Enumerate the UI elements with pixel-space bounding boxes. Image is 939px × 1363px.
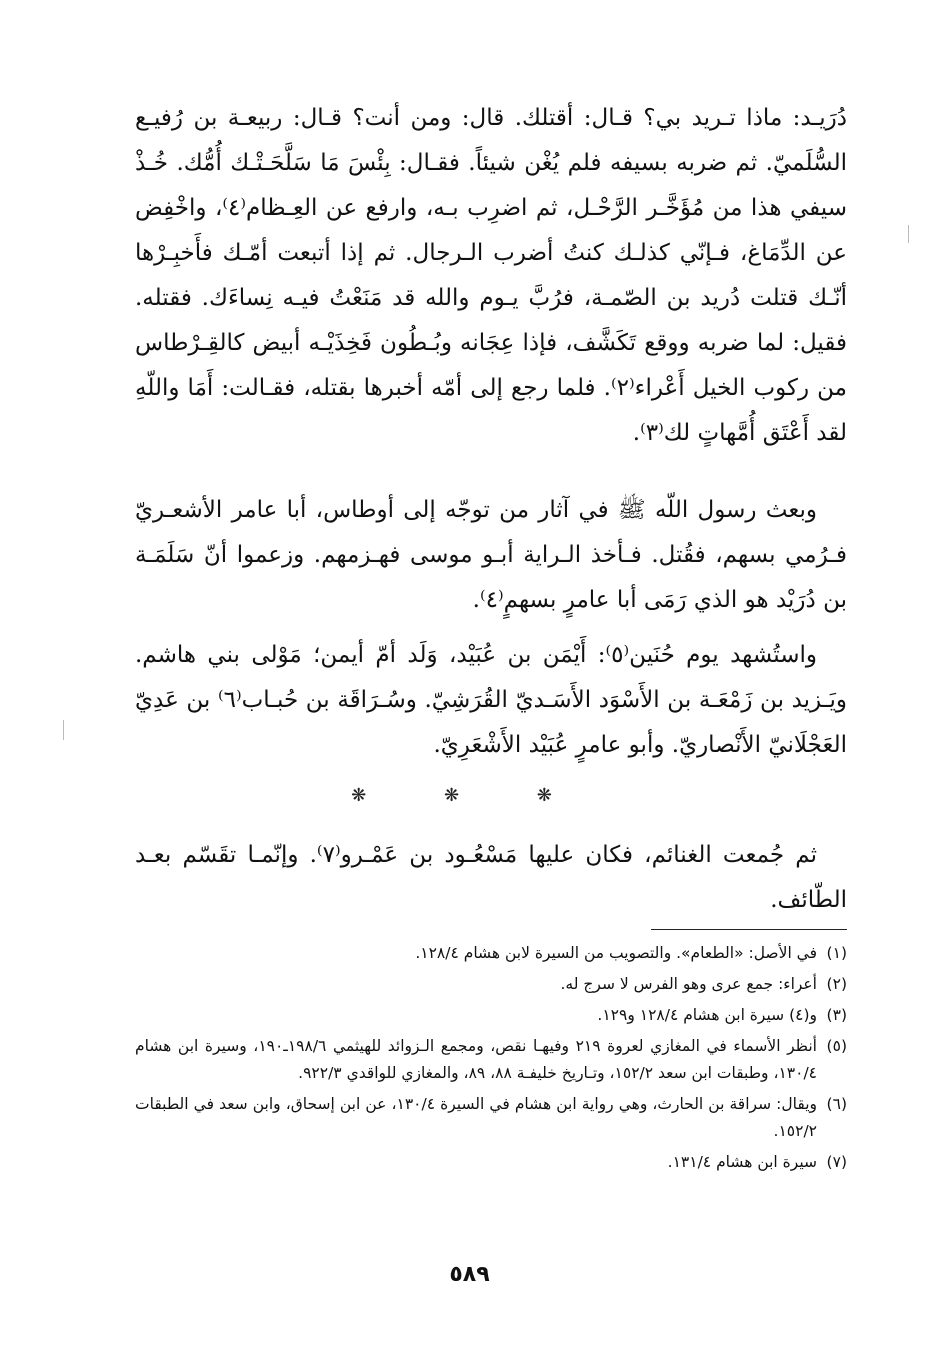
section-separator: ❋ ❋ ❋ bbox=[351, 785, 588, 806]
footnote bbox=[135, 971, 847, 998]
footnote-number: (٥) bbox=[826, 1037, 847, 1055]
footnote-number: (١) bbox=[826, 944, 847, 962]
footnotes bbox=[135, 940, 847, 1180]
footnote-text: أعراء: جمع عرى وهو الفرس لا سرج له. bbox=[560, 975, 817, 993]
footnote-text: سيرة ابن هشام ١٣١/٤. bbox=[667, 1153, 817, 1171]
footnote bbox=[135, 1091, 847, 1145]
margin-mark bbox=[908, 225, 909, 243]
footnote bbox=[135, 940, 847, 967]
footnote-divider bbox=[651, 929, 847, 930]
paragraph-3: واستُشهد يوم حُنَين⁽٥⁾: أَيْمَن بن عُبَيْد، وَلَد أمّ أيمن؛ مَوْلى بني هاشم. ويَـزيد بن زَمْعَـة بن الأَسْوَد الأَسَـديّ القُرَشِيّ. وسُـرَاقَة بن حُبـاب⁽٦⁾ بن عَدِيّ العَجْلَانيّ الأَنْصاريّ. وأبو عامرٍ عُبَيْد الأَشْعَرِيّ. bbox=[135, 642, 847, 758]
footnote-text: أنظر الأسماء في المغازي لعروة ٢١٩ وفيهـا نقص، ومجمع الـزوائد للهيثمي ١٩٨/٦ـ١٩٠، وسيرة ابن هشام ١٣٠/٤، وطبقات ابن سعد ١٥٢/٢، وتـاريخ خليفـة ٨٨، ٨٩، والمغازي للواقدي ٩٢٢/٣. bbox=[135, 1037, 817, 1082]
footnote-text: في الأصل: «الطعام». والتصويب من السيرة لابن هشام ١٢٨/٤. bbox=[415, 944, 817, 962]
footnote bbox=[135, 1149, 847, 1176]
margin-mark bbox=[63, 720, 64, 740]
footnote-number: (٣) bbox=[826, 1006, 847, 1024]
footnote-number: (٧) bbox=[826, 1153, 847, 1171]
footnote bbox=[135, 1002, 847, 1029]
footnote-text: ويقال: سراقة بن الحارث، وهي رواية ابن هشام في السيرة ١٣٠/٤، عن ابن إسحاق، وابن سعد في الطبقات ١٥٢/٢. bbox=[135, 1095, 817, 1140]
footnote-text: و(٤) سيرة ابن هشام ١٢٨/٤ و١٢٩. bbox=[597, 1006, 817, 1024]
paragraph-4: ثم جُمعت الغنائم، فكان عليها مَسْعُـود بن عَمْـرو⁽٧⁾. وإنّمـا تقَسّم بعـد الطّائف. bbox=[135, 842, 847, 913]
page-number: ٥٨٩ bbox=[449, 1262, 490, 1287]
paragraph-2: وبعث رسول اللّه ﷺ في آثار من توجّه إلى أوطاس، أبا عامر الأشعـريّ فـرُمي بسهم، فقُتل. فـأخذ الـراية أبـو موسى فهـزمهم. وزعموا أنّ سَلَمَـة بن دُرَيْد هو الذي رَمَى أبا عامرٍ بسهمٍ⁽٤⁾. bbox=[135, 497, 847, 613]
paragraph-1: دُرَيـد: ماذا تـريد بي؟ قـال: أقتلك. قال: ومن أنت؟ قـال: ربيعـة بن رُفيـع السُّلَميّ. ثم ضربه بسيفه فلم يُغْن شيئاً. فقـال: بِئْسَ مَا سَلَّحَـتْـك أُمُّك. خُـذْ سيفي هذا من مُؤَخَّـر الرَّحْـل، ثم اضرِب بـه، وارفع عن العِـظام⁽٤⁾، واخْفِض عن الدِّمَاغ، فـإنّي كذلـك كنتُ أضرب الـرجال. ثم إذا أتبعت أمّـك فأَخبِـرْها أنّـك قتلت دُريد بن الصّمـة، فرُبَّ يـوم والله قد مَنَعْتُ فيـه نِساءَك. فقتله. فقيل: لما ضربه ووقع تَكَشَّف، فإذا عِجَانه وبُـطُون فَخِذَيْـه أبيض كالقِـرْطاس من ركوب الخيل أَعْراء⁽٢⁾. فلما رجع إلى أمّه أخبرها بقتله، فقـالت: أَمَا واللّهِ لقد أَعْتَق أُمَّهاتٍ لك⁽٣⁾. bbox=[135, 105, 847, 446]
footnote-number: (٦) bbox=[826, 1095, 847, 1113]
footnote bbox=[135, 1033, 847, 1087]
footnote-number: (٢) bbox=[826, 975, 847, 993]
